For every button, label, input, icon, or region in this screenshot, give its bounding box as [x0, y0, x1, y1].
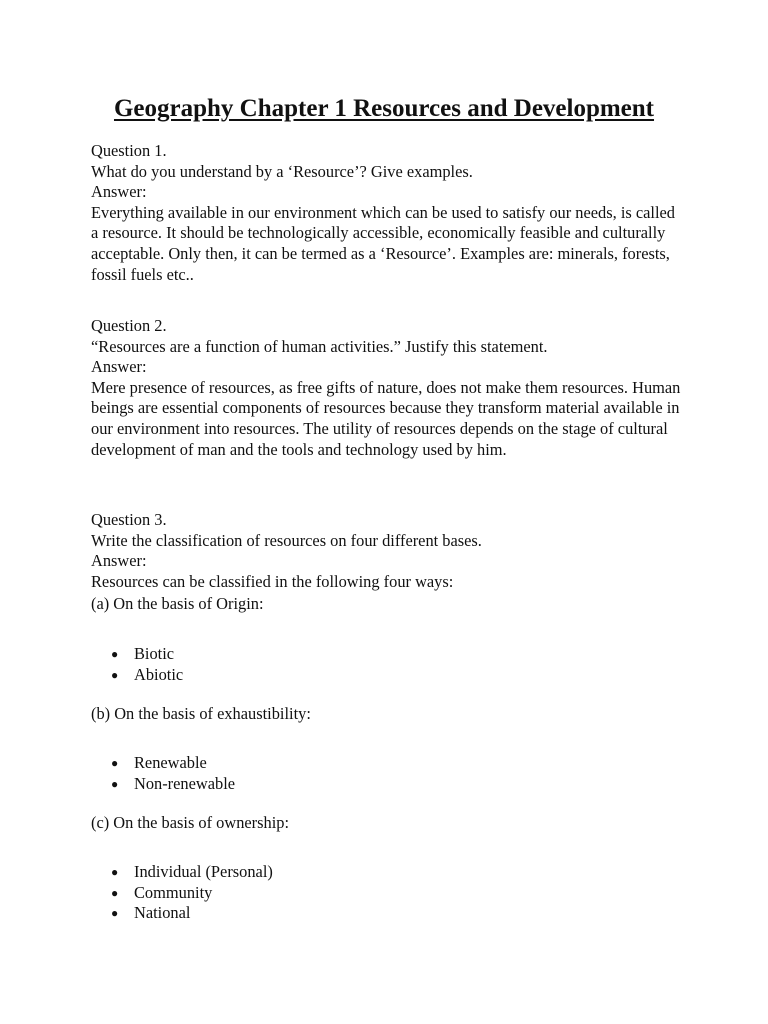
list-item — [91, 774, 681, 795]
list-item-text: Biotic — [134, 644, 175, 663]
list-item — [91, 862, 681, 883]
list-item-text: Community — [134, 882, 213, 902]
list-item-text: Non-renewable — [134, 773, 236, 793]
list-item — [91, 644, 681, 665]
question-3-block — [91, 510, 681, 592]
bullet-icon: ● — [111, 776, 119, 791]
question-label: Question 1. — [91, 141, 167, 160]
question-text: “Resources are a function of human activities.” Justify this statement. — [91, 336, 548, 356]
list-item — [91, 903, 681, 924]
bullet-icon: ● — [111, 885, 119, 900]
question-label: Question 3. — [91, 510, 167, 529]
exhaustibility-list — [91, 753, 681, 794]
list-item-text: National — [134, 903, 191, 923]
list-item-text: Renewable — [134, 753, 207, 772]
list-item — [91, 753, 681, 774]
answer-text: Resources can be classified in the following four ways: — [91, 571, 454, 591]
list-item-text: Individual (Personal) — [134, 862, 273, 881]
page-title: Geography Chapter 1 Resources and Development — [113, 95, 655, 122]
basis-heading-ownership: (c) On the basis of ownership: — [91, 813, 290, 832]
answer-label: Answer: — [91, 551, 147, 571]
list-item-text: Abiotic — [134, 664, 184, 684]
list-item — [91, 665, 681, 686]
question-text: Write the classification of resources on four different bases. — [91, 530, 482, 550]
question-text: What do you understand by a ‘Resource’? Give examples. — [91, 161, 473, 181]
list-item — [91, 883, 681, 904]
question-2-block — [91, 316, 681, 460]
bullet-icon: ● — [111, 647, 119, 661]
bullet-icon: ● — [111, 667, 119, 682]
answer-text: Mere presence of resources, as free gifts of nature, does not make them resources. Human beings are essential components of resources because they transform material available in our environment into resources. The utility of resources depends on the stage of cultural development of man and the tools and technology used by him. — [91, 377, 681, 459]
question-1-block — [91, 141, 681, 285]
bullet-icon: ● — [111, 906, 119, 921]
answer-label: Answer: — [91, 357, 147, 377]
answer-label: Answer: — [91, 182, 147, 202]
ownership-list — [91, 862, 681, 924]
basis-heading-exhaustibility: (b) On the basis of exhaustibility: — [91, 704, 311, 723]
bullet-icon: ● — [111, 756, 119, 770]
answer-text: Everything available in our environment which can be used to satisfy our needs, is called a resource. It should be technologically accessible, economically feasible and culturally acceptable. Only then, it can be termed as a ‘Resource’. Examples are: minerals, forests, fossil fuels etc.. — [91, 202, 675, 284]
basis-heading-origin: (a) On the basis of Origin: — [91, 594, 264, 613]
origin-list — [91, 644, 681, 685]
question-label: Question 2. — [91, 316, 167, 335]
bullet-icon: ● — [111, 865, 119, 879]
